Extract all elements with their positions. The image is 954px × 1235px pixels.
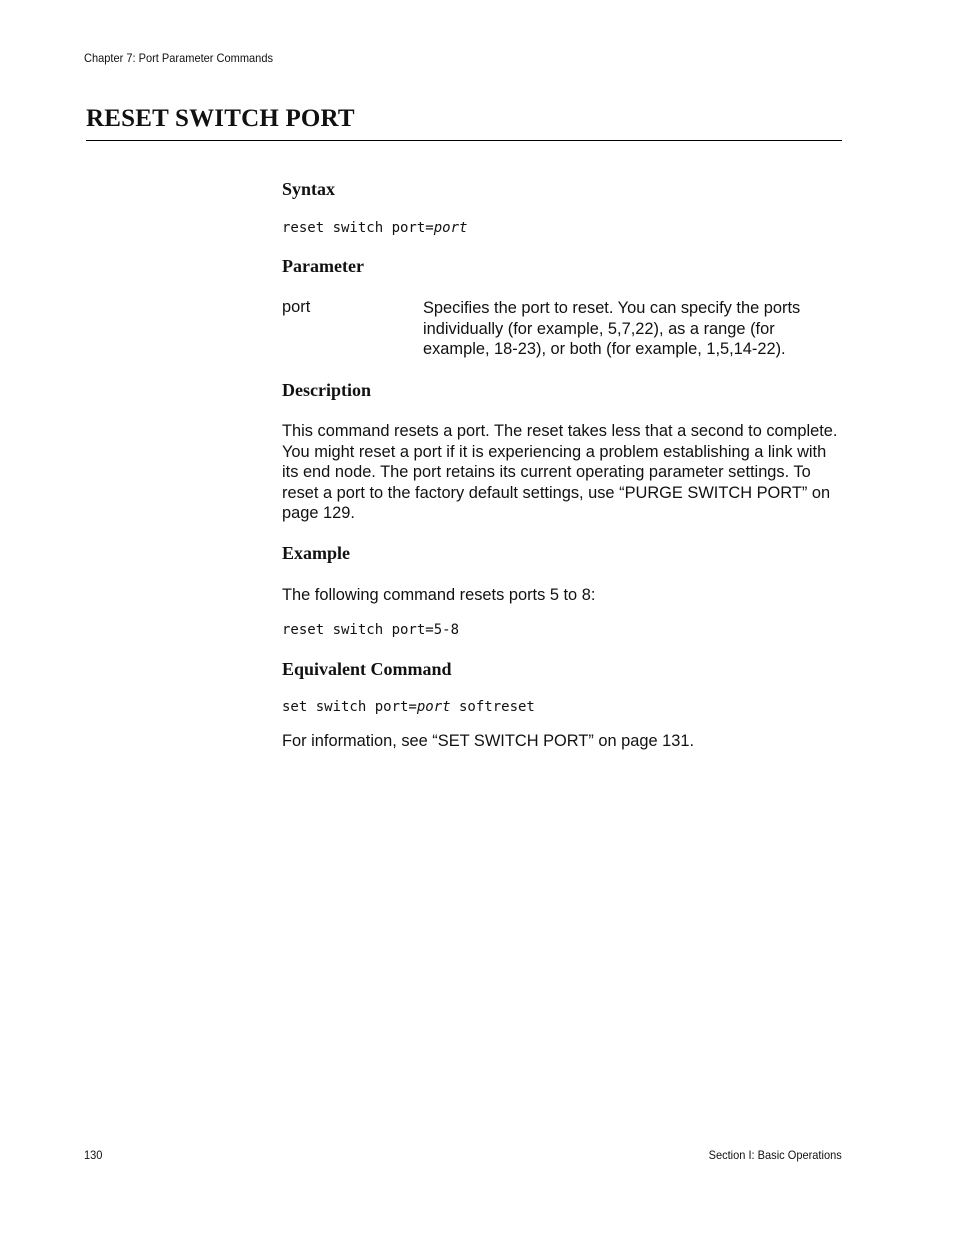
example-intro: The following command resets ports 5 to 8:	[282, 586, 596, 604]
syntax-code	[282, 220, 467, 236]
example-heading: Example	[282, 543, 351, 563]
parameter-name: port	[282, 298, 311, 316]
description-text: This command resets a port. The reset takes less that a second to complete. You might reset a port if it is experiencing a problem establishing a link with its end node. The port retains its current operating parameter settings. To reset a port to the factory default settings, use “PURGE SWITCH PORT” on page 129.	[282, 422, 838, 522]
page-number: 130	[84, 1148, 103, 1162]
syntax-code-prefix: reset switch port=	[282, 220, 434, 236]
equivalent-note: For information, see “SET SWITCH PORT” on page 131.	[282, 732, 695, 750]
example-code: reset switch port=5-8	[282, 622, 460, 638]
equivalent-code-prefix: set switch port=	[282, 699, 417, 715]
page-title: RESET SWITCH PORT	[86, 105, 355, 132]
description-heading: Description	[282, 380, 371, 400]
equivalent-code-param: port	[416, 699, 451, 715]
equivalent-code-suffix: softreset	[450, 699, 535, 715]
equivalent-code	[282, 699, 535, 715]
parameter-heading: Parameter	[282, 256, 364, 276]
section-footer: Section I: Basic Operations	[708, 1148, 842, 1162]
parameter-description: Specifies the port to reset. You can specify the ports individually (for example, 5,7,22), as a range (for example, 18-23), or both (for example, 1,5,14-22).	[423, 299, 801, 358]
syntax-code-param: port	[433, 220, 468, 236]
title-rule	[86, 140, 842, 141]
equivalent-heading: Equivalent Command	[282, 659, 452, 679]
running-header: Chapter 7: Port Parameter Commands	[84, 51, 273, 65]
syntax-heading: Syntax	[282, 179, 336, 199]
